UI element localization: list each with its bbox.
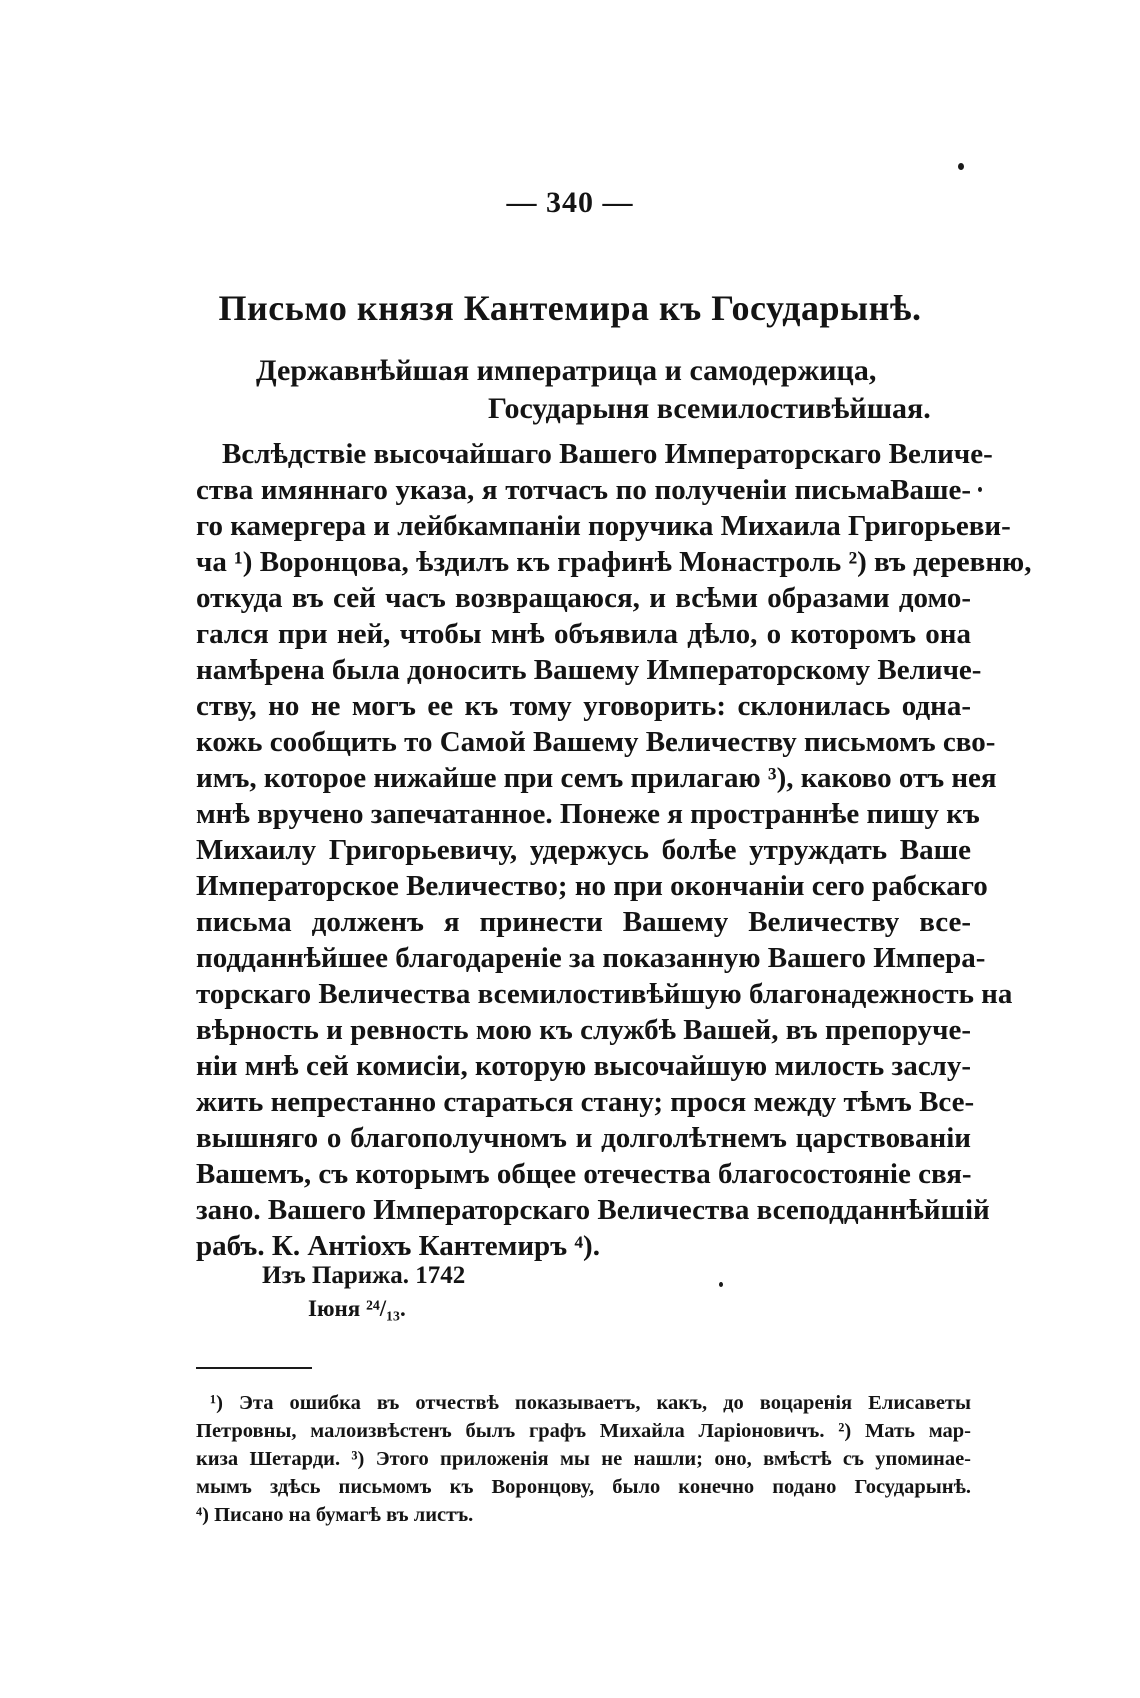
- footnote-line: Петровны, малоизвѣстенъ былъ графъ Михайла Ларіоновичъ. ²) Мать мар-: [196, 1420, 971, 1442]
- salutation-line: Государыня всемилостивѣйшая.: [488, 392, 931, 425]
- footnote-line: мымъ здѣсь письмомъ къ Воронцову, было конечно подано Государынѣ.: [196, 1476, 971, 1498]
- signoff-date: Іюня ²⁴/₁₃.: [308, 1296, 406, 1321]
- footnote-line: ¹) Эта ошибка въ отчествѣ показываетъ, какъ, до воцаренія Елисаветы: [210, 1392, 971, 1414]
- body-line: го камергера и лейбкампаніи поручика Михаила Григорьеви-: [196, 510, 1011, 542]
- body-line: рабъ. К. Антіохъ Кантемиръ ⁴).: [196, 1230, 600, 1262]
- body-line: Михаилу Григорьевичу, удержусь болѣе утруждать Ваше: [196, 834, 971, 866]
- footnote-divider: [196, 1367, 312, 1369]
- body-line: письма долженъ я принести Вашему Величеству все-: [196, 906, 971, 938]
- footnote-line: ⁴) Писано на бумагѣ въ листъ.: [196, 1504, 474, 1526]
- ink-speck: [958, 163, 964, 170]
- body-line: Вслѣдствіе высочайшаго Вашего Императорскаго Величе-: [222, 438, 993, 470]
- body-line: ніи мнѣ сей комисіи, которую высочайшую милость заслу-: [196, 1050, 971, 1082]
- body-line: ча ¹) Воронцова, ѣздилъ къ графинѣ Монастроль ²) въ деревню,: [196, 546, 1032, 578]
- body-line: имъ, которое нижайше при семъ прилагаю ³), каково отъ нея: [196, 762, 997, 794]
- body-line: Императорское Величество; но при окончаніи сего рабскаго: [196, 870, 988, 902]
- body-line: вышняго о благополучномъ и долголѣтнемъ царствованіи: [196, 1122, 971, 1154]
- body-line: ству, но не могъ ее къ тому уговорить: склонилась одна-: [196, 690, 971, 722]
- body-line: намѣрена была доносить Вашему Императорскому Величе-: [196, 654, 982, 686]
- signoff-place-year: Изъ Парижа. 1742: [262, 1262, 466, 1289]
- body-line: Вашемъ, съ которымъ общее отечества благосостояніе свя-: [196, 1158, 972, 1190]
- body-line: мнѣ вручено запечатанное. Понеже я пространнѣе пишу къ: [196, 798, 980, 830]
- body-line: кожь сообщить то Самой Вашему Величеству письмомъ сво-: [196, 726, 996, 758]
- body-line: торскаго Величества всемилостивѣйшую благонадежность на: [196, 978, 1013, 1010]
- footnote-line: киза Шетарди. ³) Этого приложенія мы не нашли; оно, вмѣстѣ съ упоминае-: [196, 1448, 971, 1470]
- letter-body: [196, 436, 1032, 1264]
- body-line: ства имяннаго указа, я тотчасъ по полученіи письмаВаше-: [196, 474, 971, 506]
- body-line: зано. Вашего Императорскаго Величества всеподданнѣйшій: [196, 1194, 990, 1226]
- body-line: вѣрность и ревность мою къ службѣ Вашей, въ препоруче-: [196, 1014, 971, 1046]
- page-number: — 340 —: [506, 186, 634, 219]
- letter-title: Письмо князя Кантемира къ Государынѣ.: [218, 288, 922, 328]
- body-line: гался при ней, чтобы мнѣ объявила дѣло, о которомъ она: [196, 618, 971, 650]
- footnotes: [196, 1389, 971, 1529]
- body-line: подданнѣйшее благодареніе за показанную Вашего Импера-: [196, 942, 986, 974]
- body-line: откуда въ сей часъ возвращаюся, и всѣми образами домо-: [196, 582, 971, 614]
- body-line: жить непрестанно стараться стану; прося между тѣмъ Все-: [196, 1086, 975, 1118]
- ink-speck: [978, 487, 982, 492]
- ink-speck: [719, 1282, 723, 1287]
- salutation-line: Державнѣйшая императрица и самодержица,: [256, 354, 877, 387]
